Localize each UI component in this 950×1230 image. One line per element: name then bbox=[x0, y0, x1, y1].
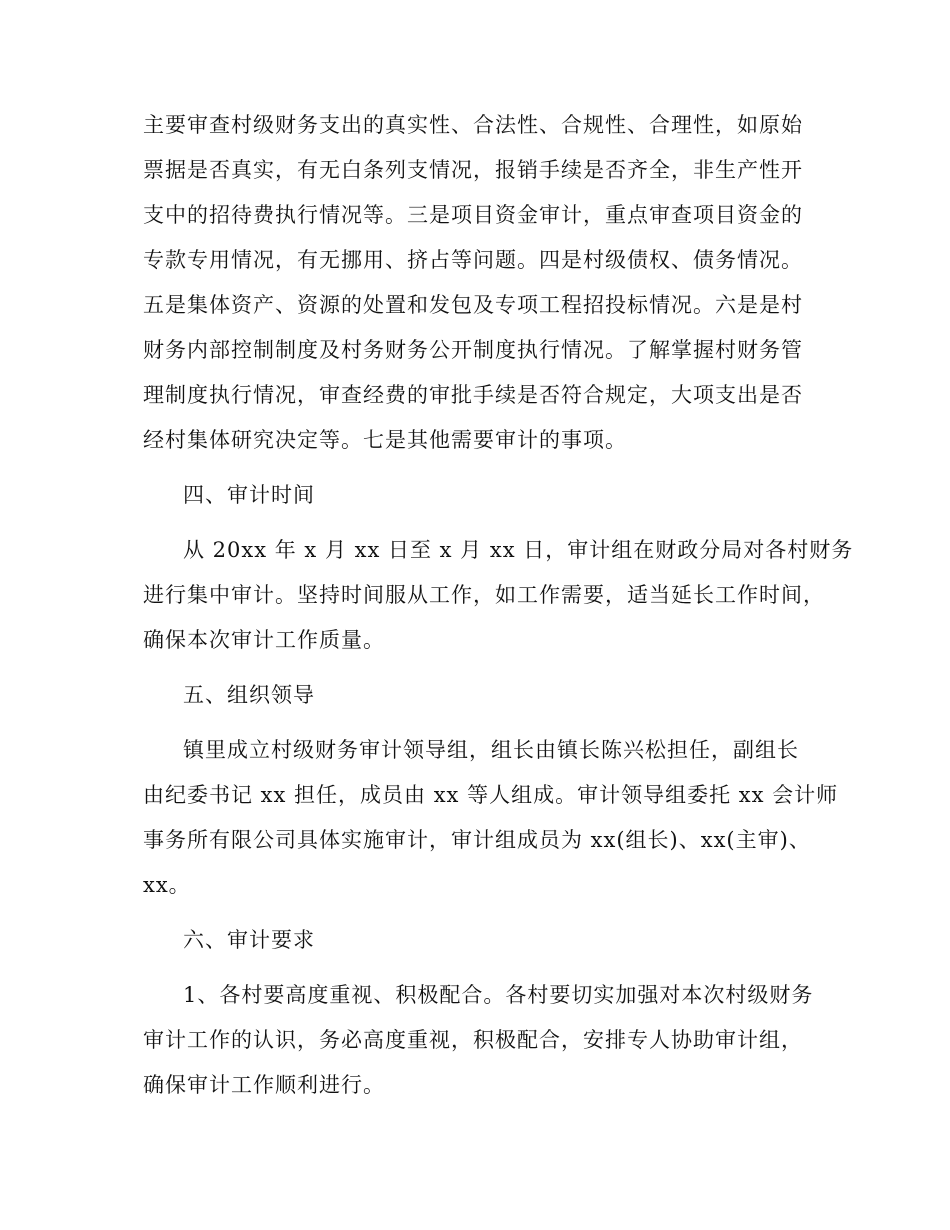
paragraph-line: 确保本次审计工作质量。 bbox=[143, 628, 385, 652]
paragraph-line: 从 20xx 年 x 月 xx 日至 x 月 xx 日，审计组在财政分局对各村财务 bbox=[183, 538, 854, 562]
paragraph-line: 主要审查村级财务支出的真实性、合法性、合规性、合理性，如原始 bbox=[143, 113, 803, 137]
paragraph-line: 进行集中审计。坚持时间服从工作，如工作需要，适当延长工作时间， bbox=[143, 583, 825, 607]
paragraph-line: 1、各村要高度重视、积极配合。各村要切实加强对本次村级财务 bbox=[183, 983, 814, 1007]
paragraph-line: 事务所有限公司具体实施审计，审计组成员为 xx(组长)、xx(主审)、 bbox=[143, 828, 811, 852]
paragraph-line: 财务内部控制制度及村务财务公开制度执行情况。了解掌握村财务管 bbox=[143, 338, 803, 362]
paragraph-line: 五是集体资产、资源的处置和发包及专项工程招投标情况。六是是村 bbox=[143, 293, 803, 317]
paragraph-line: 审计工作的认识，务必高度重视，积极配合，安排专人协助审计组， bbox=[143, 1028, 803, 1052]
paragraph-line: 镇里成立村级财务审计领导组，组长由镇长陈兴松担任，副组长 bbox=[183, 738, 799, 762]
paragraph-line: 理制度执行情况，审查经费的审批手续是否符合规定，大项支出是否 bbox=[143, 383, 803, 407]
paragraph-line: xx。 bbox=[143, 873, 191, 897]
paragraph-line: 专款专用情况，有无挪用、挤占等问题。四是村级债权、债务情况。 bbox=[143, 248, 803, 272]
paragraph-line: 确保审计工作顺利进行。 bbox=[143, 1073, 385, 1097]
section-heading-organization: 五、组织领导 bbox=[183, 683, 315, 707]
paragraph-line: 经村集体研究决定等。七是其他需要审计的事项。 bbox=[143, 428, 627, 452]
section-heading-audit-time: 四、审计时间 bbox=[183, 483, 315, 507]
paragraph-line: 由纪委书记 xx 担任，成员由 xx 等人组成。审计领导组委托 xx 会计师 bbox=[143, 783, 839, 807]
paragraph-line: 票据是否真实，有无白条列支情况，报销手续是否齐全，非生产性开 bbox=[143, 158, 803, 182]
section-heading-requirements: 六、审计要求 bbox=[183, 928, 315, 952]
paragraph-line: 支中的招待费执行情况等。三是项目资金审计，重点审查项目资金的 bbox=[143, 203, 803, 227]
